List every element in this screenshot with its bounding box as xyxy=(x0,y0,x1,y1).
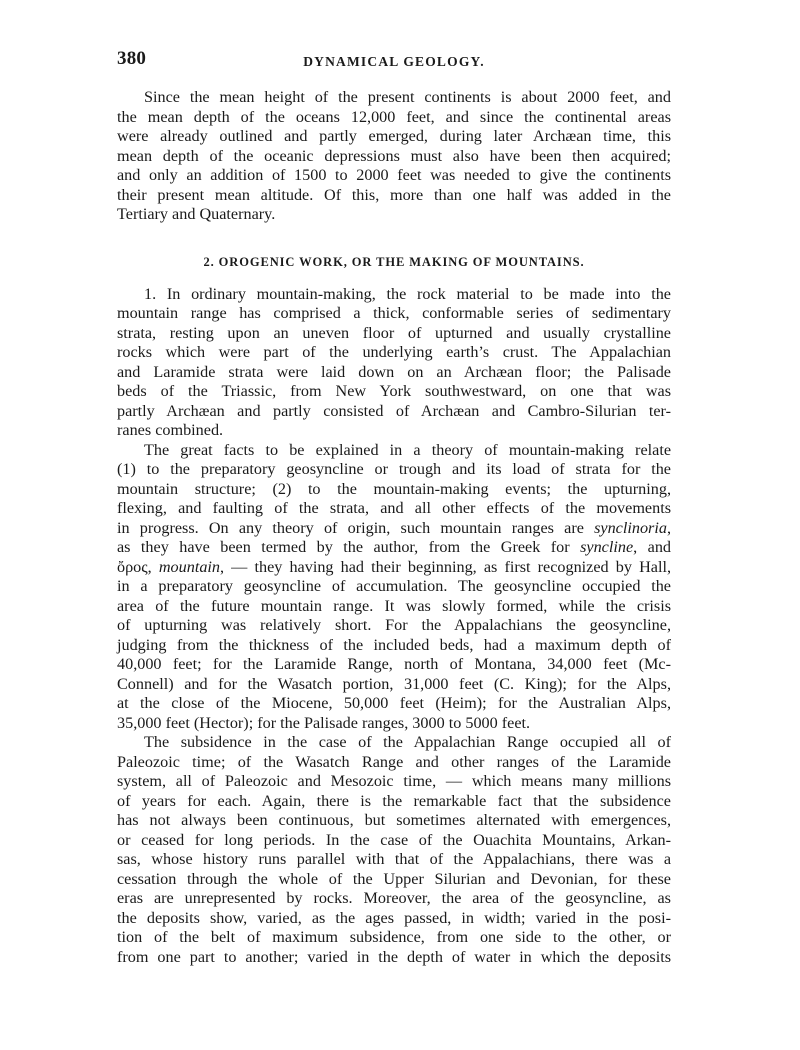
text-line: cessation through the whole of the Upper Silurian and Devonian, for these xyxy=(117,869,671,888)
section-heading: 2. OROGENIC WORK, OR THE MAKING OF MOUNTAINS. xyxy=(203,254,585,269)
text-line: (1) to the preparatory geosyncline or trough and its load of strata for the xyxy=(117,460,671,478)
text-line: beds of the Triassic, from New York southwestward, on one that was xyxy=(117,382,671,400)
text-line: were already outlined and partly emerged, during later Archæan time, this xyxy=(117,127,671,145)
section-paragraph-2 xyxy=(117,441,671,734)
text-line: as they have been termed by the author, from the Greek for syncline, and xyxy=(117,538,672,556)
intro-paragraph xyxy=(117,88,671,225)
text-line: area of the future mountain range. It was slowly formed, while the crisis xyxy=(117,596,671,615)
text-line: judging from the thickness of the included beds, had a maximum depth of xyxy=(117,635,671,654)
page-number: 380 xyxy=(117,48,147,69)
text-line: mountain range has comprised a thick, conformable series of sedimentary xyxy=(117,304,671,322)
text-line: The great facts to be explained in a theory of mountain-making relate xyxy=(144,440,671,459)
text-line: or ceased for long periods. In the case of the Ouachita Mountains, Arkan- xyxy=(117,830,671,849)
text-line: 35,000 feet (Hector); for the Palisade ranges, 3000 to 5000 feet. xyxy=(117,713,531,732)
text-line: 1. In ordinary mountain-making, the rock material to be made into the xyxy=(144,284,671,303)
text-line: The subsidence in the case of the Appalachian Range occupied all of xyxy=(144,733,671,751)
text-line: of upturning was relatively short. For the Appalachians the geosyncline, xyxy=(117,616,671,634)
section-paragraph-1 xyxy=(117,285,671,441)
text-line: from one part to another; varied in the depth of water in which the deposits xyxy=(117,947,671,966)
text-line: rocks which were part of the underlying earth’s crust. The Appalachian xyxy=(117,343,671,361)
text-line: of years for each. Again, there is the remarkable fact that the subsidence xyxy=(117,791,671,810)
text-line: flexing, and faulting of the strata, and all other effects of the movements xyxy=(117,499,671,517)
text-line: 40,000 feet; for the Laramide Range, north of Montana, 34,000 feet (Mc- xyxy=(117,655,671,673)
section-paragraph-3 xyxy=(117,733,671,967)
text-line: in progress. On any theory of origin, such mountain ranges are synclinoria, xyxy=(117,518,671,537)
text-line: the deposits show, varied, as the ages passed, in width; varied in the posi- xyxy=(117,908,671,927)
text-line: and Laramide strata were laid down on an Archæan floor; the Palisade xyxy=(117,362,671,381)
text-line: mean depth of the oceanic depressions must also have been then acquired; xyxy=(117,146,671,165)
text-line: at the close of the Miocene, 50,000 feet (Heim); for the Australian Alps, xyxy=(117,694,671,712)
running-head xyxy=(117,48,671,74)
italic-term: syncline xyxy=(580,538,634,556)
text-line: sas, whose history runs parallel with that of the Appalachians, there was a xyxy=(117,850,671,868)
text-line: eras are unrepresented by rocks. Moreover, the area of the geosyncline, as xyxy=(117,889,671,907)
text-line: their present mean altitude. Of this, more than one half was added in the xyxy=(117,185,671,204)
text-line: the mean depth of the oceans 12,000 feet, and since the continental areas xyxy=(117,107,671,126)
text-line: and only an addition of 1500 to 2000 feet was needed to give the continents xyxy=(117,166,671,184)
book-page xyxy=(117,48,671,967)
text-line: Since the mean height of the present continents is about 2000 feet, and xyxy=(144,88,671,106)
text-line: system, all of Paleozoic and Mesozoic time, — which means many millions xyxy=(117,772,671,790)
italic-term: synclinoria xyxy=(594,518,667,537)
text-line: Tertiary and Quaternary. xyxy=(117,205,276,223)
text-line: in a preparatory geosyncline of accumulation. The geosyncline occupied the xyxy=(117,577,671,595)
text-line: ὄρος, mountain, — they having had their beginning, as first recognized by Hall, xyxy=(117,557,671,576)
text-line: tion of the belt of maximum subsidence, from one side to the other, or xyxy=(117,928,671,946)
text-line: Connell) and for the Wasatch portion, 31,000 feet (C. King); for the Alps, xyxy=(117,674,671,693)
italic-term: mountain xyxy=(158,557,220,576)
text-line: strata, resting upon an uneven floor of upturned and usually crystalline xyxy=(117,323,671,342)
text-line: Paleozoic time; of the Wasatch Range and other ranges of the Laramide xyxy=(117,752,671,771)
text-line: partly Archæan and partly consisted of Archæan and Cambro-Silurian ter- xyxy=(117,401,671,420)
text-line: ranes combined. xyxy=(117,421,224,439)
text-line: mountain structure; (2) to the mountain-making events; the upturning, xyxy=(117,479,671,498)
running-title: DYNAMICAL GEOLOGY. xyxy=(303,54,485,69)
text-line: has not always been continuous, but sometimes alternated with emergences, xyxy=(117,811,671,829)
